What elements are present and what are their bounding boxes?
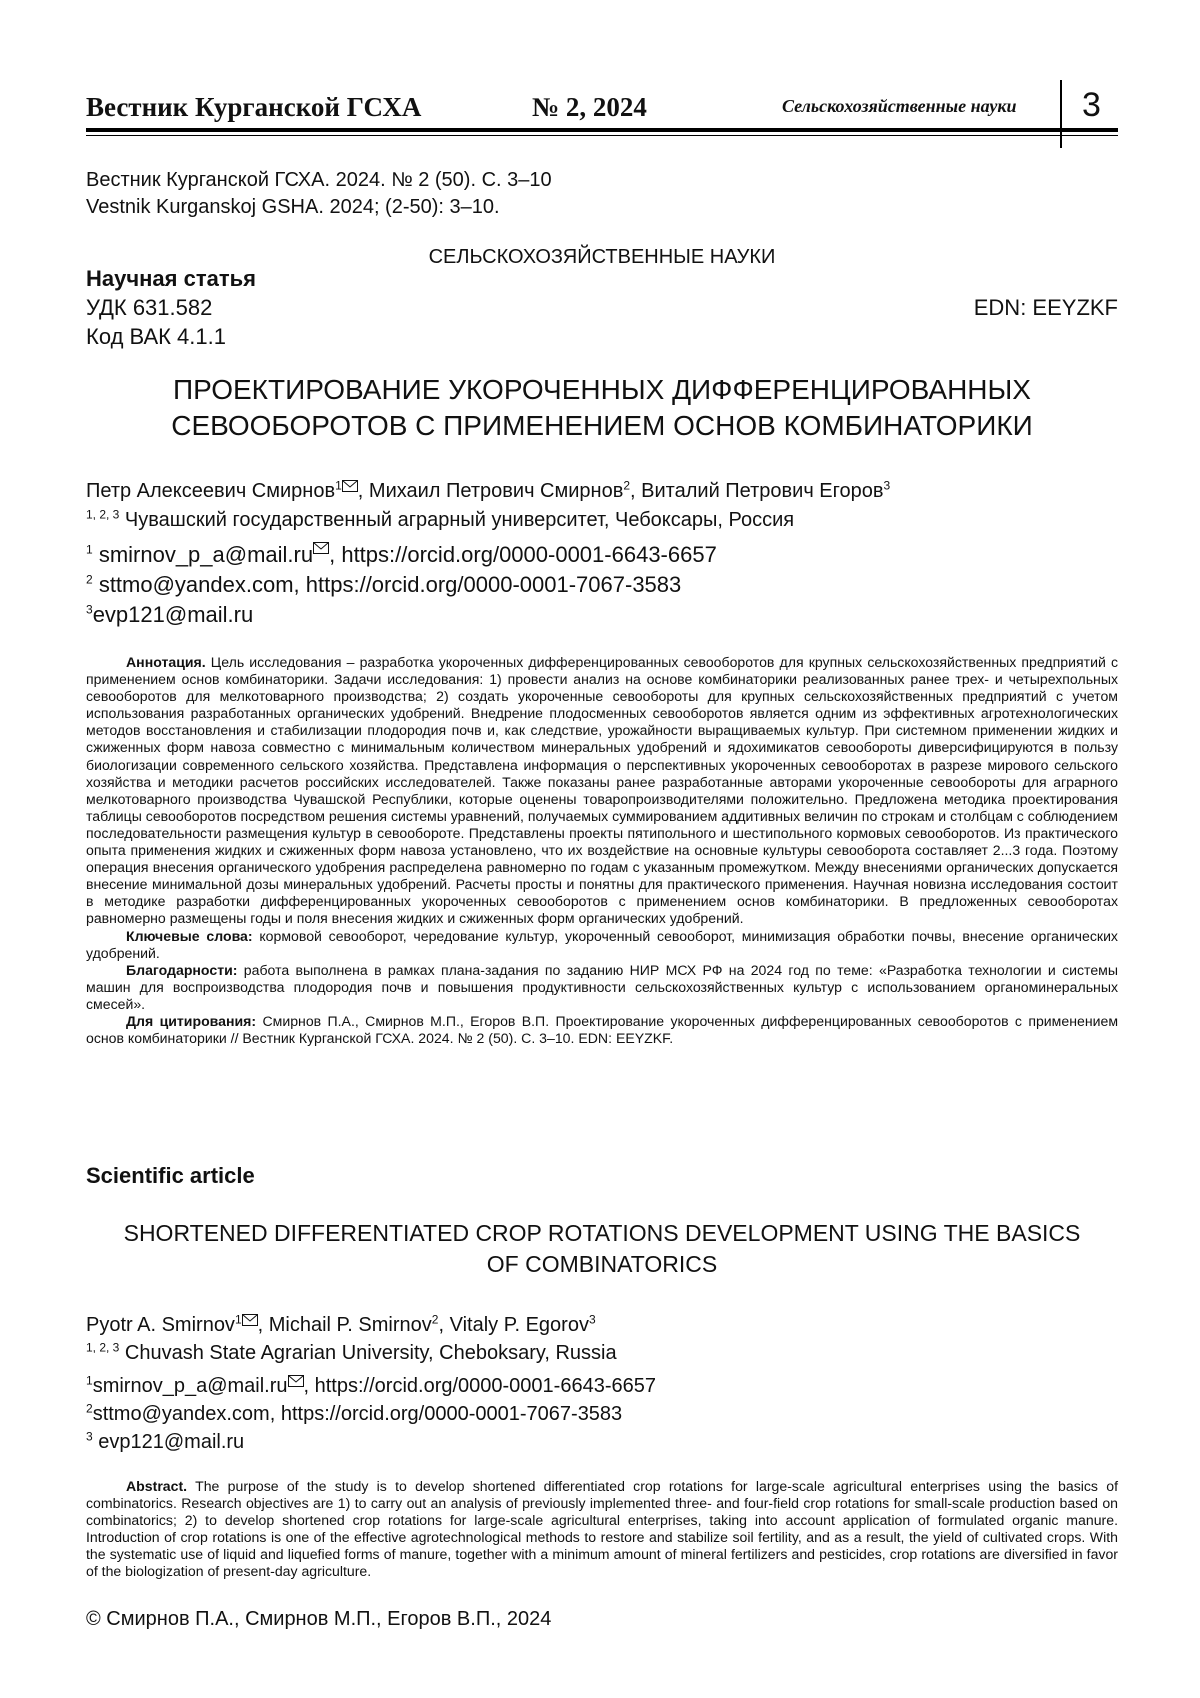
affiliation-ru (86, 507, 794, 534)
affiliation-en-text: Chuvash State Agrarian University, Cheboksary, Russia (125, 1342, 617, 1364)
title-ru-line2: СЕВООБОРОТОВ С ПРИМЕНЕНИЕМ ОСНОВ КОМБИНАТОРИКИ (86, 408, 1118, 444)
title-en-line1: SHORTENED DIFFERENTIATED CROP ROTATIONS DEVELOPMENT USING THE BASICS (86, 1218, 1118, 1249)
keywords-text: кормовой севооборот, чередование культур, укороченный севооборот, минимизация обработки почвы, внесение органических удобрений. (86, 928, 1118, 961)
affiliation-text: Чувашский государственный аграрный университет, Чебоксары, Россия (125, 509, 794, 531)
contact-2-text[interactable]: sttmo@yandex.com, https://orcid.org/0000-0001-7067-3583 (99, 572, 681, 597)
contact-2-ru (86, 570, 681, 599)
email-1[interactable]: smirnov_p_a@mail.ru (99, 542, 313, 567)
title-en-line2: OF COMBINATORICS (86, 1249, 1118, 1280)
title-en (86, 1218, 1118, 1280)
ack-text: работа выполнена в рамках плана-задания по заданию НИР МСХ РФ на 2024 год по теме: «Разработка технологии и системы машин для воспроизводства плодородия почв и повышения продуктивности сельскохозяйственных культур с использованием органоминеральных смесей». (86, 962, 1118, 1012)
mail-icon (342, 480, 358, 492)
contact-1-ru (86, 540, 717, 569)
citation-for-ru (86, 1013, 1118, 1047)
acknowledgements-ru (86, 962, 1118, 1013)
page-number: 3 (1082, 86, 1101, 125)
mail-icon (288, 1375, 304, 1387)
vak-code: Код ВАК 4.1.1 (86, 322, 226, 351)
abstract-en (86, 1478, 1118, 1581)
orcid-1-en[interactable]: , https://orcid.org/0000-0001-6643-6657 (304, 1375, 656, 1397)
abstract-block-en (86, 1478, 1118, 1581)
orcid-1[interactable]: , https://orcid.org/0000-0001-6643-6657 (329, 542, 717, 567)
abstract-en-text: The purpose of the study is to develop shortened differentiated crop rotations for large-scale agricultural enterprises using the basics of combinatorics. Research objectives are 1) to carry out an analysis of previously implemented three- and four-field crop rotations for small-scale production based on combinatorics; 2) to develop shortened crop rotations for large-scale agricultural enterprises, taking into account application of formulated organic manure. Introduction of crop rotations is one of the effective agrotechnological methods to restore and stabilize soil fertility, and as a result, the yield of cultivated crops. With the systematic use of liquid and liquefied forms of manure, together with a minimum amount of mineral fertilizers and pesticides, crop rotations are diversified in favor of the biologization of present-day agriculture. (86, 1478, 1118, 1579)
contact-3-text[interactable]: evp121@mail.ru (93, 602, 254, 627)
author-2-sup: 2 (623, 478, 630, 492)
abstract-en-label: Abstract. (126, 1478, 187, 1494)
citation-ru: Вестник Курганской ГСХА. 2024. № 2 (50). С. 3–10 (86, 167, 552, 194)
cite-label: Для цитирования: (126, 1013, 256, 1029)
author-3-en: Vitaly P. Egorov (450, 1314, 589, 1336)
keywords-label: Ключевые слова: (126, 928, 253, 944)
ack-label: Благодарности: (126, 962, 237, 978)
issue-number: № 2, 2024 (532, 92, 647, 123)
contact-2-en-sup: 2 (86, 1401, 93, 1415)
section-name: Сельскохозяйственные науки (782, 96, 1016, 117)
author-2-en: Michail P. Smirnov (269, 1314, 432, 1336)
edn: EDN: EEYZKF (974, 293, 1118, 322)
author-3-en-sup: 3 (589, 1312, 596, 1326)
contact-1-sup: 1 (86, 543, 93, 557)
author-2: Михаил Петрович Смирнов (369, 480, 623, 502)
article-type-en: Scientific article (86, 1163, 255, 1189)
mail-icon (242, 1314, 258, 1326)
contact-1-en (86, 1373, 656, 1400)
title-ru-line1: ПРОЕКТИРОВАНИЕ УКОРОЧЕННЫХ ДИФФЕРЕНЦИРОВАННЫХ (86, 372, 1118, 408)
author-3: Виталий Петрович Егоров (641, 480, 883, 502)
cite-text: Смирнов П.А., Смирнов М.П., Егоров В.П. Проектирование укороченных дифференцированных севооборотов с применением основ комбинаторики // Вестник Курганской ГСХА. 2024. № 2 (50). С. 3–10. EDN: EEYZKF. (86, 1013, 1118, 1046)
contact-3-en-text[interactable]: evp121@mail.ru (98, 1431, 244, 1453)
mail-icon (313, 542, 329, 554)
article-type: Научная статья (86, 266, 256, 292)
authors-en: Pyotr A. Smirnov1 , Michail P. Smirnov2, Vitaly P. Egorov3 (86, 1312, 596, 1339)
header-rule-thin (86, 135, 1118, 136)
journal-name: Вестник Курганской ГСХА (86, 92, 421, 123)
copyright: © Смирнов П.А., Смирнов М.П., Егоров В.П., 2024 (86, 1608, 551, 1631)
contact-2-en-text[interactable]: sttmo@yandex.com, https://orcid.org/0000-0001-7067-3583 (93, 1403, 623, 1425)
abstract-text: Цель исследования – разработка укороченных дифференцированных севооборотов для крупных сельскохозяйственных предприятий с применением основ комбинаторики. Задачи исследования: 1) провести анализ на основе комбинаторики реализованных ранее трех- и четырехпольных севооборотов для мелкотоварного производства; 2) создать укороченные севообороты для крупных сельскохозяйственных предприятий с учетом использования разработанных органических удобрений. Внедрение плодосменных севооборотов является одним из эффективных агротехнологических методов восстановления и стабилизации плодородия почв и, как следствие, урожайности выращиваемых культур. При системном применении жидких и сжиженных форм навоза совместно с минимальным количеством минеральных удобрений и ядохимикатов севообороты диверсифицируются в пользу биологизации современного сельского хозяйства. Представлена информация о перспективных укороченных севооборотах в разрезе мирового сельского хозяйства и методики расчетов российских исследователей. Также показаны ранее разработанные авторами укороченные севообороты для аграрного мелкотоварного производства Чувашской Республики, которые оценены товаропроизводителями положительно. Предложена методика проектирования таблицы севооборотов посредством решения системы уравнений, получаемых суммированием аддитивных величин по строкам и столбцам с соблюдением последовательности размещения культур в севообороте. Представлены проекты пятипольного и шестипольного кормовых севооборотов. Из практического опыта применения жидких и сжиженных форм навоза установлено, что их воздействие на основные культуры севооборота составляет 2...3 года. Поэтому операция внесения органического удобрения распределена равномерно по годам с указанным промежутком. Между внесениями органических допускается внесение минимальной дозы минеральных удобрений. Расчеты просты и понятны для практического применения. Научная новизна исследования состоит в методике разработки дифференцированных укороченных севооборотов с применением основ комбинаторики. В предложенных севооборотах равномерно размещены годы и поля внесения жидких и сжиженных форм органических удобрений. (86, 654, 1118, 926)
contact-2-en (86, 1401, 622, 1428)
authors-ru: Петр Алексеевич Смирнов1 , Михаил Петрович Смирнов2, Виталий Петрович Егоров3 (86, 478, 890, 505)
author-3-sup: 3 (884, 478, 891, 492)
header-rule-thick (86, 128, 1118, 132)
author-1-en-sup: 1 (235, 1312, 242, 1326)
affiliation-sup: 1, 2, 3 (86, 507, 119, 521)
rubric: СЕЛЬСКОХОЗЯЙСТВЕННЫЕ НАУКИ (86, 244, 1118, 271)
author-1-sup: 1 (335, 478, 342, 492)
email-1-en[interactable]: smirnov_p_a@mail.ru (93, 1375, 288, 1397)
contact-3-sup: 3 (86, 603, 93, 617)
abstract-ru (86, 654, 1118, 928)
author-1-en: Pyotr A. Smirnov (86, 1314, 235, 1336)
abstract-label: Аннотация. (126, 654, 206, 670)
citation-en: Vestnik Kurganskoj GSHA. 2024; (2-50): 3–10. (86, 194, 500, 221)
header-divider (1060, 80, 1062, 148)
keywords-ru (86, 928, 1118, 962)
author-1: Петр Алексеевич Смирнов (86, 480, 335, 502)
abstract-block-ru (86, 654, 1118, 1047)
title-ru (86, 372, 1118, 444)
contact-1-en-sup: 1 (86, 1373, 93, 1387)
author-2-en-sup: 2 (432, 1312, 439, 1326)
contact-3-en-sup: 3 (86, 1429, 93, 1443)
udk: УДК 631.582 (86, 293, 212, 322)
contact-3-ru (86, 600, 253, 629)
contact-3-en (86, 1429, 244, 1456)
affiliation-en (86, 1340, 617, 1367)
affiliation-en-sup: 1, 2, 3 (86, 1340, 119, 1354)
contact-2-sup: 2 (86, 573, 93, 587)
